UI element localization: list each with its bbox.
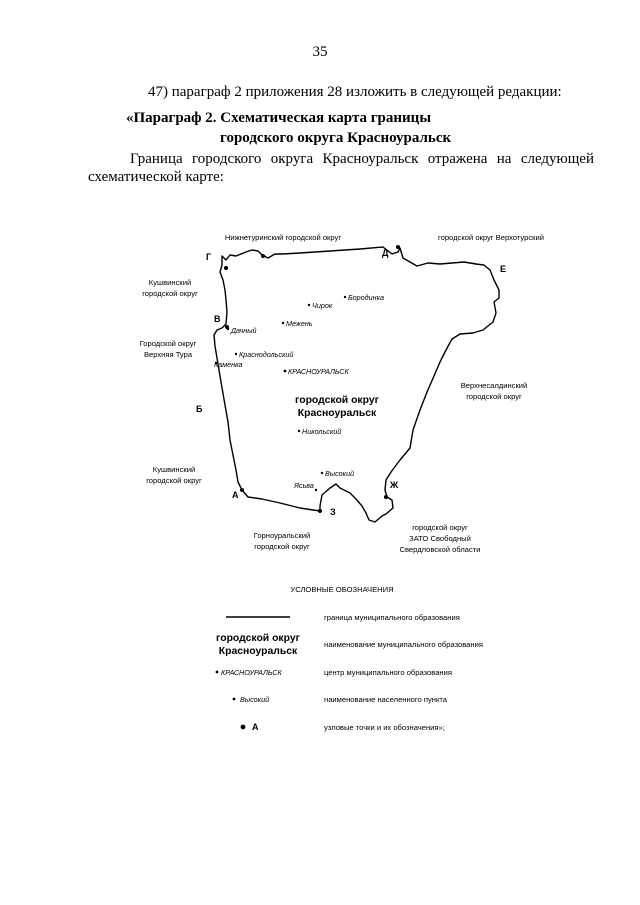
settlement-chirok: Чирок: [312, 301, 333, 310]
neighbor-verkhnyaya-tura-1: Городской округ: [139, 339, 197, 348]
settlement-dot-nikolsky: [298, 430, 300, 432]
neighbor-verkhnesaldinsky-2: городской округ: [466, 392, 522, 401]
neighbor-svobodny-1: городской округ: [412, 523, 468, 532]
legend-name-sample-2: Красноуральск: [218, 646, 298, 657]
neighbor-verkhnyaya-tura-2: Верхняя Тура: [143, 350, 193, 359]
node-point-g: [224, 266, 228, 270]
settlement-vysokiy: Высокий: [325, 469, 355, 478]
legend-settlement-sample: Высокий: [240, 695, 270, 704]
legend-title: УСЛОВНЫЕ ОБОЗНАЧЕНИЯ: [290, 585, 394, 594]
paragraph-line1: Граница городского округа Красноуральск отражена на следующей: [130, 151, 594, 167]
settlement-dot-borodinka: [344, 296, 346, 298]
neighbor-gornouralsky-1: Горноуральский: [253, 531, 311, 540]
neighbor-nizhneturinsky: Нижнетуринский городской округ: [224, 233, 342, 242]
neighbor-gornouralsky-2: городской округ: [254, 542, 310, 551]
neighbor-kushva-bottom-2: городской округ: [146, 476, 202, 485]
legend-node-sample: А: [252, 722, 259, 732]
section-heading-line2: городского округа Красноуральск: [220, 130, 452, 146]
municipal-boundary-line: [214, 247, 499, 522]
legend-center-dot: [216, 671, 219, 674]
neighbor-kushva-top-2: городской округ: [142, 289, 198, 298]
settlement-dot-vysokiy: [321, 472, 323, 474]
amendment-item: 47) параграф 2 приложения 28 изложить в следующей редакции:: [148, 84, 562, 100]
section-heading-line1: «Параграф 2. Схематическая карта границы: [126, 110, 432, 126]
district-name-line2: Красноуральск: [297, 408, 377, 419]
point-label-d: Д: [382, 248, 389, 258]
legend-name-sample-1: городской округ: [216, 633, 300, 644]
neighbor-verkhnesaldinsky-1: Верхнесалдинский: [460, 381, 528, 390]
legend-settlement-dot: [233, 698, 236, 701]
settlement-mezhen: Межень: [286, 319, 313, 328]
settlement-borodinka: Бородинка: [348, 293, 384, 302]
neighbor-verkhoturye: городской округ Верхотурский: [438, 233, 544, 242]
legend-center-sample: КРАСНОУРАЛЬСК: [221, 668, 282, 677]
settlement-dot-dachny: [227, 328, 229, 330]
legend-name-desc: наименование муниципального образования: [324, 640, 483, 649]
settlement-krasnodolsky: Краснодольский: [239, 350, 294, 359]
district-name-line1: городской округ: [295, 395, 379, 406]
neighbor-svobodny-2: ЗАТО Свободный: [409, 534, 471, 543]
neighbor-kushva-top-1: Кушвинский: [148, 278, 192, 287]
point-label-a: А: [232, 490, 239, 500]
settlement-dot-mezhen: [282, 322, 284, 324]
settlement-yasva: Ясьва: [294, 481, 314, 490]
point-label-b: Б: [196, 404, 203, 414]
legend-node-dot: [241, 725, 246, 730]
point-label-g: Г: [206, 252, 212, 262]
point-label-zh: Ж: [390, 480, 399, 490]
settlement-dot-krasnodolsky: [235, 353, 237, 355]
node-point-small: [261, 254, 265, 258]
legend-node-desc: узловые точки и их обозначения»;: [324, 723, 445, 732]
point-label-z: З: [330, 507, 336, 517]
settlement-kamenka: Каменка: [214, 360, 243, 369]
legend-settlement-desc: наименование населенного пункта: [324, 695, 447, 704]
settlement-center: КРАСНОУРАЛЬСК: [288, 367, 349, 376]
settlement-dot-yasva: [315, 489, 317, 491]
node-point-d: [396, 245, 400, 249]
settlement-dachny: Дачный: [231, 326, 257, 335]
neighbor-kushva-bottom-1: Кушвинский: [152, 465, 196, 474]
node-point-a: [240, 488, 244, 492]
center-dot: [284, 370, 287, 373]
paragraph-line2: схематической карте:: [88, 169, 224, 185]
settlement-dot-chirok: [308, 304, 310, 306]
node-point-z: [318, 509, 322, 513]
neighbor-svobodny-3: Свердловской области: [399, 545, 481, 554]
legend-boundary-desc: граница муниципального образования: [324, 613, 460, 622]
point-label-v: В: [214, 314, 221, 324]
legend-center-desc: центр муниципального образования: [324, 668, 452, 677]
settlement-nikolsky: Никольский: [302, 427, 342, 436]
point-label-e: Е: [500, 264, 507, 274]
node-point-zh: [384, 495, 388, 499]
page-number: 35: [312, 44, 328, 60]
